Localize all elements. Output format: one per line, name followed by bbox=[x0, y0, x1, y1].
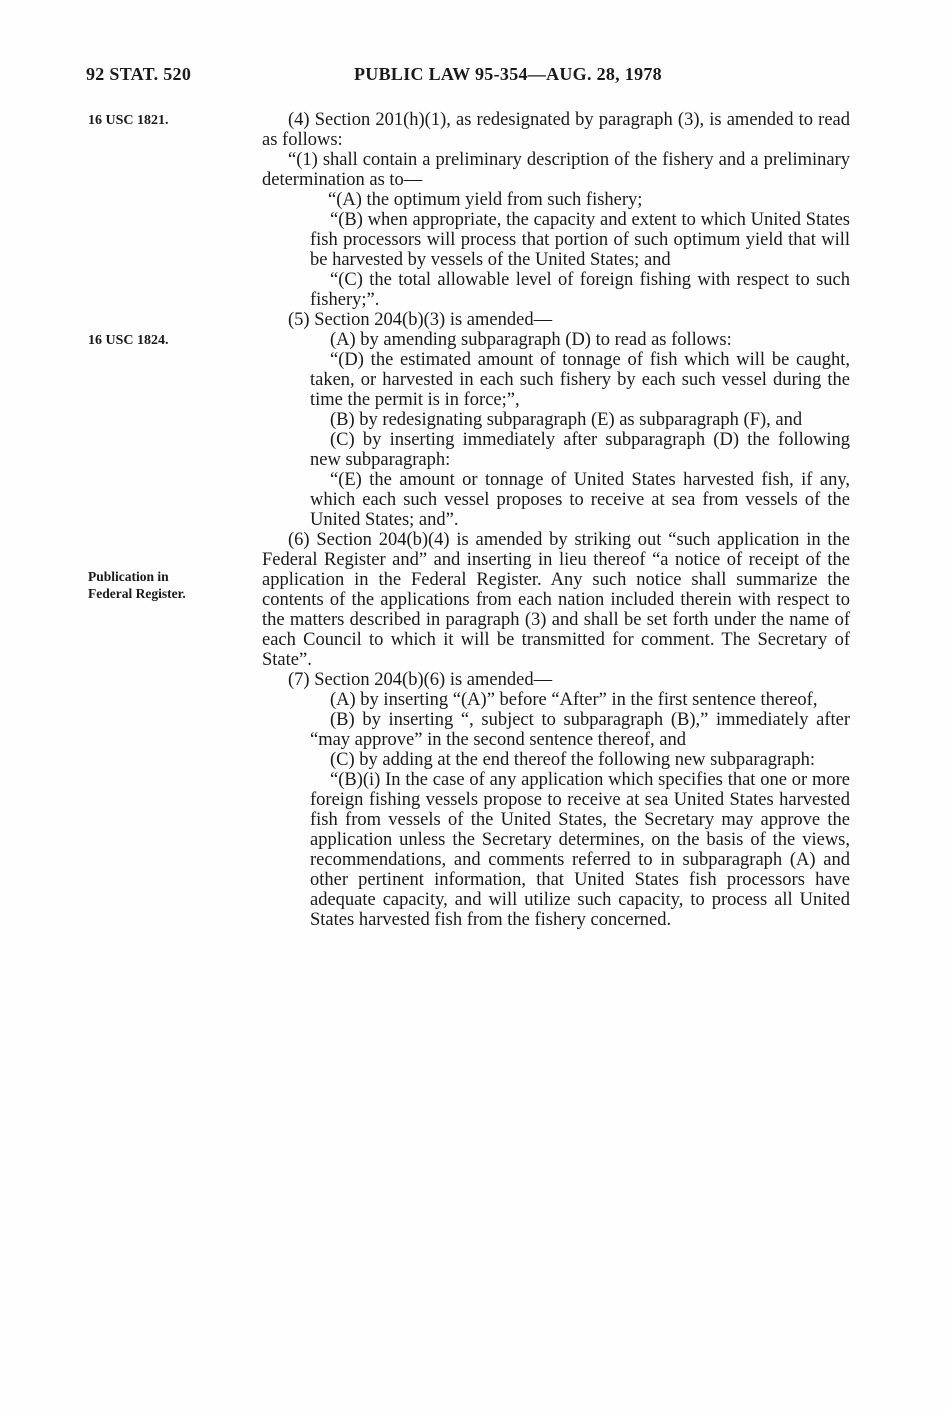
paragraph-5: (5) Section 204(b)(3) is amended— bbox=[288, 310, 553, 330]
paragraph-7-c-quote-b: “(B)(i) In the case of any application which specifies that one or more foreign fishing vessels propose to receive at sea United States harvested fish from vessels of the United States, the Secretary may approve the application unless the Secretary determines, on the basis of the views, recommendations, and comments referred to in subparagraph (A) and other pertinent information, that United States fish processors have adequate capacity, and will utilize such capacity, to process all United States harvested fish from the fishery concerned. bbox=[310, 770, 850, 930]
margin-note-line-2: Federal Register. bbox=[88, 586, 186, 601]
paragraph-5-c: (C) by inserting immediately after subparagraph (D) the following new subparagraph: bbox=[310, 430, 850, 470]
paragraph-4-c: “(C) the total allowable level of foreign fishing with respect to such fishery;”. bbox=[310, 270, 850, 310]
paragraph-7: (7) Section 204(b)(6) is amended— bbox=[288, 670, 553, 690]
paragraph-5-a-quote-d: “(D) the estimated amount of tonnage of fish which will be caught, taken, or harvested in each such fishery by each such vessel during the time the permit is in force;”, bbox=[310, 350, 850, 410]
paragraph-4: (4) Section 201(h)(1), as redesignated by paragraph (3), is amended to read as follows: bbox=[262, 110, 850, 150]
margin-citation-1821: 16 USC 1821. bbox=[88, 113, 169, 128]
paragraph-5-c-quote-e: “(E) the amount or tonnage of United States harvested fish, if any, which each such vessel proposes to receive at sea from vessels of the United States; and”. bbox=[310, 470, 850, 530]
paragraph-4-b: “(B) when appropriate, the capacity and extent to which United States fish processors will process that portion of such optimum yield that will be harvested by vessels of the United States; and bbox=[310, 210, 850, 270]
body-text bbox=[262, 110, 850, 930]
statute-page-number: 92 STAT. 520 bbox=[86, 64, 192, 84]
paragraph-7-a: (A) by inserting “(A)” before “After” in the first sentence thereof, bbox=[330, 690, 818, 710]
public-law-title: PUBLIC LAW 95-354—AUG. 28, 1978 bbox=[354, 64, 662, 84]
margin-note-line-1: Publication in bbox=[88, 569, 169, 584]
paragraph-4-quote-1: “(1) shall contain a preliminary description of the fishery and a preliminary determination as to— bbox=[262, 150, 850, 190]
margin-citation-1824: 16 USC 1824. bbox=[88, 333, 169, 348]
page-header bbox=[86, 64, 857, 88]
paragraph-5-b: (B) by redesignating subparagraph (E) as subparagraph (F), and bbox=[330, 410, 803, 430]
paragraph-7-c: (C) by adding at the end thereof the following new subparagraph: bbox=[330, 750, 815, 770]
paragraph-5-a: (A) by amending subparagraph (D) to read as follows: bbox=[330, 330, 732, 350]
paragraph-4-a: “(A) the optimum yield from such fishery; bbox=[328, 190, 643, 210]
margin-note-publication bbox=[88, 568, 238, 602]
paragraph-7-b: (B) by inserting “, subject to subparagraph (B),” immediately after “may approve” in the second sentence thereof, and bbox=[310, 710, 850, 750]
paragraph-6: (6) Section 204(b)(4) is amended by striking out “such application in the Federal Register and” and inserting in lieu thereof “a notice of receipt of the application in the Federal Register. Any such notice shall summarize the contents of the applications from each nation included therein with respect to the matters described in paragraph (3) and shall be set forth under the name of each Council to which it will be transmitted for comment. The Secretary of State”. bbox=[262, 530, 850, 670]
